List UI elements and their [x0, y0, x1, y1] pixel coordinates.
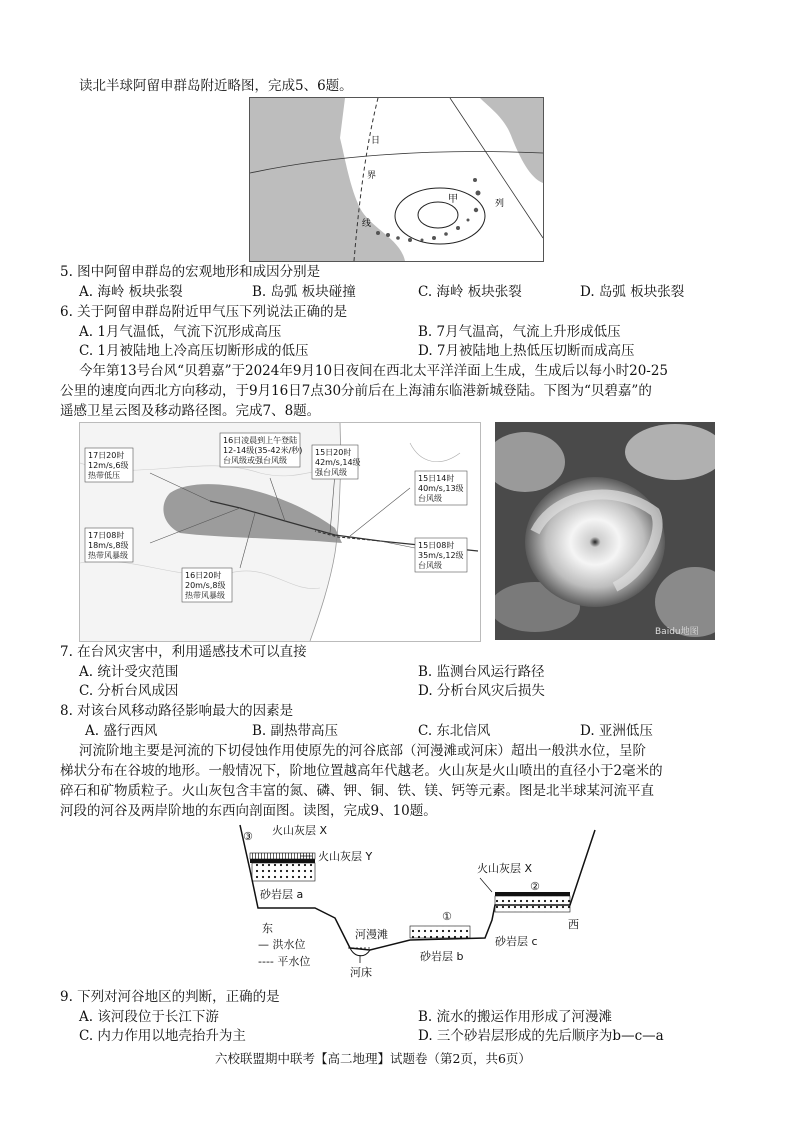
q9-stem: 9. 下列对河谷地区的判断，正确的是	[60, 989, 280, 1005]
box7-l2: 35m/s,12级	[418, 551, 464, 560]
q9-option-d: D. 三个砂岩层形成的先后顺序为b—c—a	[418, 1028, 664, 1044]
box4-l2: 40m/s,13级	[418, 484, 464, 493]
satellite-cloud-image	[495, 422, 715, 640]
sand-a-label: 砂岩层 a	[260, 888, 304, 901]
intro3-line-1: 河流阶地主要是河流的下切侵蚀作用使原先的河谷底部（河漫滩或河床）超出一般洪水位，呈阶	[79, 743, 646, 759]
q5-option-c: C. 海岭 板块张裂	[418, 284, 522, 300]
terrace-1-label: ①	[442, 910, 452, 923]
typhoon-path-svg	[80, 423, 480, 641]
q8-option-a: A. 盛行西风	[85, 723, 158, 739]
ash-y-label: 火山灰层 Y	[318, 850, 373, 863]
box5-l1: 17日08时	[88, 531, 125, 540]
intro2-line-3: 遥感卫星云图及移动路径图。完成7、8题。	[60, 403, 321, 419]
q8-option-c: C. 东北信风	[418, 723, 491, 739]
intro-text-1: 读北半球阿留申群岛附近略图，完成5、6题。	[79, 78, 353, 94]
q8-stem: 8. 对该台风移动路径影响最大的因素是	[60, 703, 294, 719]
q6-option-b: B. 7月气温高，气流上升形成低压	[418, 324, 621, 340]
box1-l1: 17日20时	[88, 451, 125, 460]
q7-option-b: B. 监测台风运行路径	[418, 664, 545, 680]
riverbed-label: 河床	[350, 966, 372, 979]
q9-option-c: C. 内力作用以地壳抬升为主	[79, 1028, 246, 1044]
q7-option-d: D. 分析台风灾后损失	[418, 683, 545, 699]
east-label: 东	[262, 922, 273, 935]
box7-l1: 15日08时	[418, 541, 455, 550]
typhoon-path-map	[79, 422, 481, 642]
q8-option-d: D. 亚洲低压	[580, 723, 653, 739]
terrace-3-label: ③	[243, 830, 253, 843]
dateline-label-3: 线	[362, 219, 372, 229]
box4-l1: 15日14时	[418, 474, 455, 483]
q5-option-b: B. 岛弧 板块碰撞	[252, 284, 356, 300]
box1-l3: 热带低压	[88, 471, 120, 480]
ash-x-right-label: 火山灰层 X	[477, 862, 533, 875]
q7-option-a: A. 统计受灾范围	[79, 664, 179, 680]
box5-l2: 18m/s,8级	[88, 541, 129, 550]
box3-l1: 15日20时	[315, 448, 352, 457]
box2-l3: 台风级或强台风级	[223, 456, 287, 465]
terrace-2-label: ②	[530, 880, 540, 893]
aleutian-map	[249, 97, 544, 262]
satellite-watermark: Baidu地图	[655, 627, 699, 637]
box4-l3: 台风级	[418, 494, 442, 503]
q9-option-b: B. 流水的搬运作用形成了河漫滩	[418, 1009, 613, 1025]
sand-c-label: 砂岩层 c	[495, 935, 538, 948]
aleutian-map-svg	[250, 98, 543, 261]
intro2-line-2: 公里的速度向西北方向移动，于9月16日7点30分前后在上海浦东临港新城登陆。下图为“贝碧嘉”的	[60, 383, 652, 399]
q8-option-b: B. 副热带高压	[252, 723, 339, 739]
q6-option-d: D. 7月被陆地上热低压切断而成高压	[418, 343, 635, 359]
island-label: 列	[495, 199, 505, 209]
q7-stem: 7. 在台风灾害中，利用遥感技术可以直接	[60, 644, 307, 660]
intro3-line-3: 碎石和矿物质粒子。火山灰包含丰富的氮、磷、钾、铜、铁、镁、钙等元素。图是北半球某河流平直	[60, 783, 654, 799]
box2-l1: 16日凌晨到上午登陆	[223, 436, 298, 445]
satellite-svg	[495, 422, 715, 640]
q5-option-d: D. 岛弧 板块张裂	[580, 284, 685, 300]
q6-option-c: C. 1月被陆地上冷高压切断形成的低压	[79, 343, 309, 359]
box1-l2: 12m/s,6级	[88, 461, 129, 470]
intro3-line-4: 河段的河谷及两岸阶地的东西向剖面图。读图，完成9、10题。	[60, 803, 437, 819]
ash-x-left-label: 火山灰层 X	[272, 824, 328, 837]
flood-level-legend: — 洪水位	[258, 938, 306, 951]
river-terrace-svg	[230, 820, 600, 985]
box6-l1: 16日20时	[185, 571, 222, 580]
pressure-jia-label: 甲	[448, 194, 458, 205]
box6-l2: 20m/s,8级	[185, 581, 226, 590]
river-terrace-profile	[230, 820, 600, 985]
intro3-line-2: 梯状分布在谷坡的地形。一般情况下，阶地位置越高年代越老。火山灰是火山喷出的直径小于2毫米的	[60, 763, 663, 779]
box3-l2: 42m/s,14级	[315, 458, 361, 467]
page-footer: 六校联盟期中联考【高二地理】试题卷（第2页，共6页）	[215, 1051, 531, 1066]
box5-l3: 热带风暴级	[88, 551, 128, 560]
q6-option-a: A. 1月气温低，气流下沉形成高压	[79, 324, 282, 340]
sand-b-label: 砂岩层 b	[420, 950, 464, 963]
floodplain-label: 河漫滩	[355, 928, 388, 941]
box6-l3: 热带风暴级	[185, 591, 225, 600]
q7-option-c: C. 分析台风成因	[79, 683, 179, 699]
q5-option-a: A. 海岭 板块张裂	[79, 284, 183, 300]
box2-l2: 12-14级(35-42米/秒)	[223, 446, 303, 455]
box7-l3: 台风级	[418, 561, 442, 570]
q6-stem: 6. 关于阿留申群岛附近甲气压下列说法正确的是	[60, 304, 348, 320]
intro2-line-1: 今年第13号台风“贝碧嘉”于2024年9月10日夜间在西北太平洋洋面上生成，生成后以每小时20-25	[79, 363, 669, 379]
q5-stem: 5. 图中阿留申群岛的宏观地形和成因分别是	[60, 264, 321, 280]
west-label: 西	[568, 918, 579, 931]
box3-l3: 强台风级	[315, 468, 347, 477]
normal-level-legend: ---- 平水位	[258, 955, 311, 968]
q9-option-a: A. 该河段位于长江下游	[79, 1009, 219, 1025]
dateline-label-2: 界	[367, 171, 377, 181]
dateline-label-1: 日	[371, 136, 381, 146]
